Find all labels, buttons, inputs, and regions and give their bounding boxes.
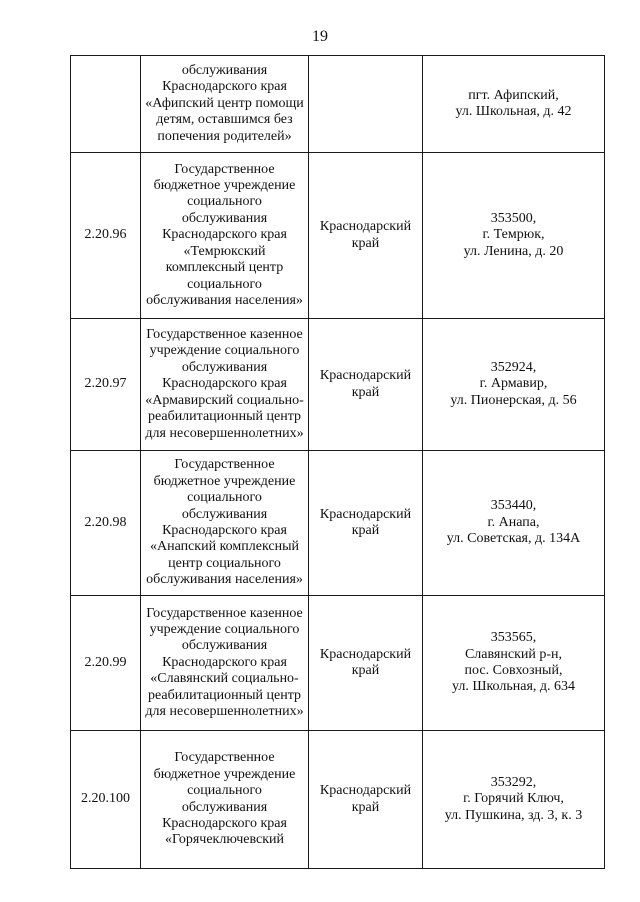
- region-cell: [309, 153, 423, 319]
- institution-name-line: Государственное: [174, 750, 275, 766]
- address-cell: [423, 319, 605, 451]
- institution-name-cell: [141, 153, 309, 319]
- row-number-cell: 2.20.96: [71, 153, 141, 319]
- institution-name-line: «Афипский центр помощи: [145, 95, 304, 111]
- address-line: г. Армавир,: [479, 376, 548, 392]
- page-number: 19: [312, 28, 328, 45]
- institution-name-line: детям, оставшимся без: [156, 112, 293, 128]
- institution-name-line: обслуживания: [181, 638, 268, 654]
- institution-name-line: обслуживания: [181, 359, 268, 375]
- institution-name-line: обслуживания: [181, 62, 268, 78]
- region-cell: [309, 451, 423, 596]
- region-cell: [309, 56, 423, 153]
- institution-name-line: обслуживания населения»: [146, 292, 303, 308]
- row-number-cell: 2.20.97: [71, 319, 141, 451]
- address-cell: [423, 56, 605, 153]
- institution-name-line: обслуживания: [181, 210, 268, 226]
- institution-name-line: для несовершеннолетних»: [145, 704, 304, 720]
- institution-name-line: «Анапский комплексный: [149, 539, 300, 555]
- institution-name-line: Государственное казенное: [146, 327, 303, 343]
- address-line: ул. Пионерская, д. 56: [450, 392, 577, 408]
- table-row: [71, 731, 605, 869]
- region-line: Краснодарский: [319, 506, 412, 522]
- institution-name-line: попечения родителей»: [157, 128, 292, 144]
- institution-name-line: Государственное казенное: [146, 605, 303, 621]
- address-cell: [423, 731, 605, 869]
- institution-name-line: Краснодарского края: [162, 79, 287, 95]
- address-line: пгт. Афипский,: [468, 87, 559, 103]
- address-line: Славянский р-н,: [464, 646, 563, 662]
- address-line: ул. Пушкина, зд. 3, к. 3: [444, 807, 583, 823]
- address-line: 352924,: [490, 359, 537, 375]
- institution-name-line: «Армавирский социально-: [145, 392, 304, 408]
- institution-name-line: учреждение социального: [149, 343, 300, 359]
- institution-name-line: Государственное: [174, 457, 275, 473]
- table-row: [71, 56, 605, 153]
- address-cell: [423, 596, 605, 731]
- address-line: ул. Ленина, д. 20: [463, 243, 564, 259]
- address-line: г. Анапа,: [487, 514, 540, 530]
- institution-name-line: бюджетное учреждение: [153, 473, 296, 489]
- region-line: Краснодарский: [319, 368, 412, 384]
- institution-name-line: Краснодарского края: [162, 227, 287, 243]
- address-line: г. Горячий Ключ,: [463, 791, 564, 807]
- table-row: [71, 319, 605, 451]
- region-cell: [309, 596, 423, 731]
- region-line: Краснодарский: [319, 219, 412, 235]
- region-cell: [309, 731, 423, 869]
- table-row: [71, 153, 605, 319]
- address-cell: [423, 451, 605, 596]
- institution-name-line: социального: [187, 194, 262, 210]
- region-line: край: [351, 523, 380, 538]
- institution-name-line: обслуживания: [181, 506, 268, 522]
- institution-name-cell: [141, 451, 309, 596]
- institution-name-line: Государственное: [174, 161, 275, 177]
- institution-name-line: обслуживания населения»: [146, 572, 303, 588]
- institution-name-line: бюджетное учреждение: [153, 178, 296, 194]
- institution-name-line: комплексный центр: [165, 260, 284, 276]
- institution-name-line: социального: [187, 490, 262, 506]
- institution-name-cell: [141, 319, 309, 451]
- institution-name-line: «Славянский социально-: [150, 671, 299, 687]
- address-line: 353440,: [490, 498, 537, 514]
- row-number-cell: 2.20.99: [71, 596, 141, 731]
- address-line: пос. Совхозный,: [464, 663, 563, 678]
- institution-name-line: учреждение социального: [149, 621, 300, 637]
- row-number-cell: 2.20.98: [71, 451, 141, 596]
- institution-name-line: реабилитационный центр: [147, 409, 302, 425]
- address-line: г. Темрюк,: [482, 227, 545, 243]
- institution-name-line: Краснодарского края: [162, 376, 287, 392]
- institution-name-line: «Темрюкский: [183, 243, 266, 259]
- address-line: ул. Школьная, д. 42: [455, 104, 572, 119]
- institution-name-line: социального: [187, 783, 262, 799]
- institution-name-line: Краснодарского края: [162, 815, 287, 831]
- institution-name-line: реабилитационный центр: [147, 687, 302, 703]
- address-line: 353292,: [490, 774, 537, 790]
- region-cell: [309, 319, 423, 451]
- region-line: край: [351, 663, 380, 678]
- address-line: ул. Школьная, д. 634: [451, 679, 576, 695]
- institution-name-line: центр социального: [168, 555, 281, 571]
- institution-name-line: Краснодарского края: [162, 523, 287, 538]
- institution-name-line: «Горячеключевский: [164, 832, 285, 848]
- region-line: край: [351, 235, 380, 251]
- row-number-cell: 2.20.100: [71, 731, 141, 869]
- institution-name-line: социального: [187, 276, 262, 292]
- institution-name-cell: [141, 731, 309, 869]
- table-body: [71, 56, 605, 869]
- region-line: Краснодарский: [319, 783, 412, 799]
- address-line: ул. Советская, д. 134А: [446, 531, 581, 547]
- institution-name-cell: [141, 596, 309, 731]
- institution-name-line: для несовершеннолетних»: [145, 425, 304, 441]
- region-line: Краснодарский: [319, 646, 412, 662]
- region-line: край: [351, 799, 380, 815]
- institution-name-line: обслуживания: [181, 799, 268, 815]
- table-row: [71, 596, 605, 731]
- region-line: край: [351, 384, 380, 400]
- institution-name-cell: [141, 56, 309, 153]
- address-line: 353500,: [490, 210, 537, 226]
- row-number-cell: [71, 56, 141, 153]
- table-row: [71, 451, 605, 596]
- institution-name-line: бюджетное учреждение: [153, 766, 296, 782]
- address-line: 353565,: [490, 630, 537, 646]
- address-cell: [423, 153, 605, 319]
- institutions-table: [70, 55, 605, 869]
- institution-name-line: Краснодарского края: [162, 654, 287, 670]
